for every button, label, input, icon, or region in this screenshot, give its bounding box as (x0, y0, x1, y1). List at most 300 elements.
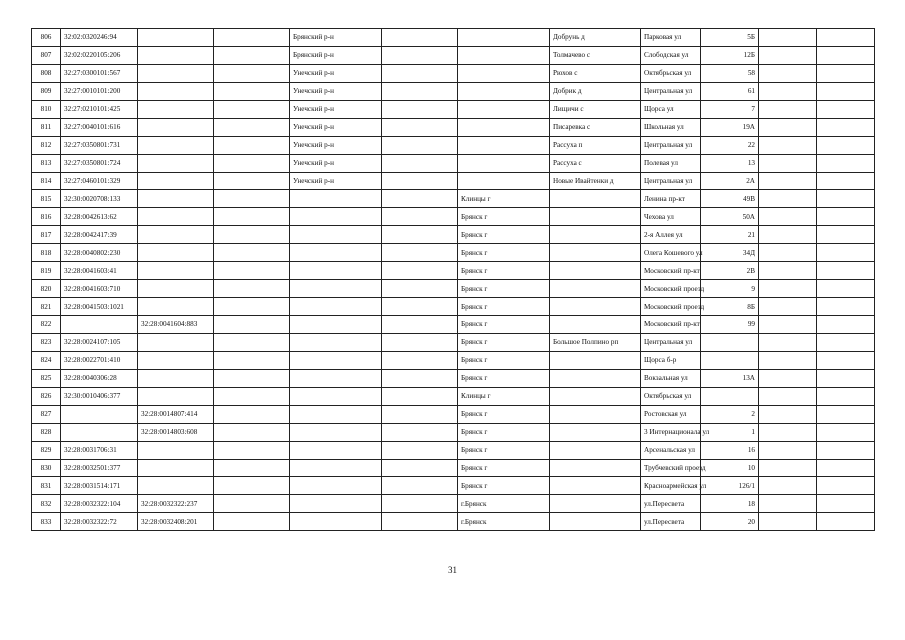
empty-cell (817, 477, 875, 495)
second-cadastral-number-cell (138, 459, 214, 477)
empty-cell (759, 298, 817, 316)
locality-cell: Большое Полпино рп (550, 333, 641, 351)
empty-cell (817, 369, 875, 387)
house-number-cell: 10 (701, 459, 759, 477)
empty-cell (759, 208, 817, 226)
row-number-cell: 807 (32, 46, 61, 64)
cadastral-number-cell: 32:02:0320246:94 (61, 29, 138, 47)
empty-cell (382, 441, 458, 459)
empty-cell (214, 423, 290, 441)
locality-cell: Новые Ивайтенки д (550, 172, 641, 190)
table-row (32, 280, 875, 298)
second-cadastral-number-cell (138, 333, 214, 351)
locality-cell: Рассуха с (550, 154, 641, 172)
street-cell: Парковая ул (641, 29, 701, 47)
district-cell (290, 333, 382, 351)
table-row (32, 477, 875, 495)
city-cell (458, 154, 550, 172)
cadastral-number-cell: 32:28:0022701:410 (61, 351, 138, 369)
district-cell (290, 495, 382, 513)
cadastral-number-cell: 32:28:0024107:105 (61, 333, 138, 351)
locality-cell (550, 280, 641, 298)
house-number-cell: 7 (701, 100, 759, 118)
district-cell (290, 441, 382, 459)
address-register-table (31, 28, 875, 531)
street-cell: Октябрьская ул (641, 64, 701, 82)
city-cell: Брянск г (458, 298, 550, 316)
table-row (32, 369, 875, 387)
empty-cell (382, 333, 458, 351)
empty-cell (759, 118, 817, 136)
second-cadastral-number-cell (138, 477, 214, 495)
house-number-cell (701, 351, 759, 369)
empty-cell (817, 298, 875, 316)
locality-cell (550, 423, 641, 441)
locality-cell (550, 190, 641, 208)
table-row (32, 316, 875, 334)
empty-cell (759, 29, 817, 47)
street-cell: ул.Пересвета (641, 495, 701, 513)
table-row (32, 172, 875, 190)
empty-cell (214, 82, 290, 100)
locality-cell: Лищичи с (550, 100, 641, 118)
city-cell: Брянск г (458, 477, 550, 495)
empty-cell (759, 172, 817, 190)
empty-cell (214, 154, 290, 172)
second-cadastral-number-cell (138, 118, 214, 136)
table-row (32, 29, 875, 47)
empty-cell (817, 208, 875, 226)
row-number-cell: 816 (32, 208, 61, 226)
row-number-cell: 831 (32, 477, 61, 495)
empty-cell (214, 477, 290, 495)
house-number-cell: 2А (701, 172, 759, 190)
empty-cell (382, 190, 458, 208)
city-cell (458, 82, 550, 100)
street-cell: 2-я Аллея ул (641, 226, 701, 244)
city-cell: Брянск г (458, 369, 550, 387)
row-number-cell: 829 (32, 441, 61, 459)
district-cell (290, 190, 382, 208)
empty-cell (817, 333, 875, 351)
street-cell: Щорса ул (641, 100, 701, 118)
house-number-cell: 19А (701, 118, 759, 136)
empty-cell (817, 459, 875, 477)
table-row (32, 405, 875, 423)
empty-cell (759, 280, 817, 298)
row-number-cell: 833 (32, 513, 61, 531)
empty-cell (817, 423, 875, 441)
district-cell: Брянский р-н (290, 46, 382, 64)
table-row (32, 459, 875, 477)
empty-cell (759, 262, 817, 280)
table-row (32, 423, 875, 441)
page-number: 31 (448, 565, 457, 575)
cadastral-number-cell: 32:27:0040101:616 (61, 118, 138, 136)
locality-cell (550, 369, 641, 387)
locality-cell: Толмачево с (550, 46, 641, 64)
locality-cell: Рюхов с (550, 64, 641, 82)
row-number-cell: 813 (32, 154, 61, 172)
cadastral-number-cell: 32:28:0041603:41 (61, 262, 138, 280)
street-cell: Олега Кошевого ул (641, 244, 701, 262)
second-cadastral-number-cell (138, 190, 214, 208)
cadastral-number-cell: 32:28:0031514:171 (61, 477, 138, 495)
empty-cell (214, 387, 290, 405)
empty-cell (759, 244, 817, 262)
empty-cell (382, 351, 458, 369)
row-number-cell: 826 (32, 387, 61, 405)
second-cadastral-number-cell (138, 29, 214, 47)
empty-cell (817, 441, 875, 459)
empty-cell (817, 118, 875, 136)
house-number-cell: 58 (701, 64, 759, 82)
street-cell: Центральная ул (641, 136, 701, 154)
cadastral-number-cell: 32:28:0031706:31 (61, 441, 138, 459)
cadastral-number-cell: 32:28:0040306:28 (61, 369, 138, 387)
second-cadastral-number-cell (138, 280, 214, 298)
empty-cell (214, 405, 290, 423)
second-cadastral-number-cell (138, 208, 214, 226)
empty-cell (214, 459, 290, 477)
city-cell (458, 100, 550, 118)
row-number-cell: 827 (32, 405, 61, 423)
second-cadastral-number-cell: 32:28:0041604:883 (138, 316, 214, 334)
empty-cell (214, 29, 290, 47)
empty-cell (214, 190, 290, 208)
empty-cell (382, 298, 458, 316)
table-row (32, 495, 875, 513)
district-cell (290, 387, 382, 405)
empty-cell (382, 262, 458, 280)
cadastral-number-cell: 32:28:0042613:62 (61, 208, 138, 226)
table-body (32, 29, 875, 531)
city-cell: Клинцы г (458, 190, 550, 208)
district-cell: Унечский р-н (290, 64, 382, 82)
empty-cell (817, 316, 875, 334)
empty-cell (214, 495, 290, 513)
street-cell: Московский пр-кт (641, 316, 701, 334)
empty-cell (214, 298, 290, 316)
empty-cell (214, 333, 290, 351)
second-cadastral-number-cell (138, 136, 214, 154)
empty-cell (214, 46, 290, 64)
empty-cell (382, 82, 458, 100)
street-cell: Щорса б-р (641, 351, 701, 369)
empty-cell (214, 118, 290, 136)
district-cell (290, 459, 382, 477)
empty-cell (214, 262, 290, 280)
cadastral-number-cell: 32:27:0300101:567 (61, 64, 138, 82)
district-cell: Унечский р-н (290, 136, 382, 154)
empty-cell (817, 190, 875, 208)
cadastral-number-cell: 32:27:0210101:425 (61, 100, 138, 118)
house-number-cell: 1 (701, 423, 759, 441)
empty-cell (759, 405, 817, 423)
second-cadastral-number-cell: 32:28:0032322:237 (138, 495, 214, 513)
city-cell: Брянск г (458, 405, 550, 423)
empty-cell (759, 82, 817, 100)
empty-cell (214, 244, 290, 262)
cadastral-number-cell: 32:27:0350801:724 (61, 154, 138, 172)
street-cell: Московский пр-кт (641, 262, 701, 280)
empty-cell (759, 513, 817, 531)
city-cell: Брянск г (458, 244, 550, 262)
street-cell: Ростовская ул (641, 405, 701, 423)
cadastral-number-cell: 32:27:0460101:329 (61, 172, 138, 190)
house-number-cell: 21 (701, 226, 759, 244)
empty-cell (382, 244, 458, 262)
empty-cell (382, 423, 458, 441)
street-cell: Чехова ул (641, 208, 701, 226)
row-number-cell: 821 (32, 298, 61, 316)
cadastral-number-cell: 32:28:0042417:39 (61, 226, 138, 244)
second-cadastral-number-cell (138, 298, 214, 316)
empty-cell (382, 100, 458, 118)
empty-cell (382, 459, 458, 477)
empty-cell (214, 136, 290, 154)
house-number-cell: 49В (701, 190, 759, 208)
empty-cell (759, 351, 817, 369)
empty-cell (759, 333, 817, 351)
street-cell: Школьная ул (641, 118, 701, 136)
district-cell (290, 208, 382, 226)
city-cell: Брянск г (458, 316, 550, 334)
cadastral-number-cell: 32:28:0040802:230 (61, 244, 138, 262)
locality-cell: Добрунь д (550, 29, 641, 47)
locality-cell (550, 208, 641, 226)
street-cell: Ленина пр-кт (641, 190, 701, 208)
city-cell: г.Брянск (458, 513, 550, 531)
cadastral-number-cell: 32:28:0032501:377 (61, 459, 138, 477)
locality-cell: Писаревка с (550, 118, 641, 136)
district-cell (290, 513, 382, 531)
district-cell (290, 316, 382, 334)
empty-cell (759, 459, 817, 477)
table-row (32, 441, 875, 459)
locality-cell (550, 459, 641, 477)
empty-cell (817, 46, 875, 64)
table-row (32, 100, 875, 118)
cadastral-number-cell: 32:27:0350801:731 (61, 136, 138, 154)
locality-cell (550, 226, 641, 244)
empty-cell (382, 495, 458, 513)
empty-cell (817, 172, 875, 190)
house-number-cell: 2 (701, 405, 759, 423)
row-number-cell: 811 (32, 118, 61, 136)
empty-cell (382, 477, 458, 495)
street-cell: Арсенальская ул (641, 441, 701, 459)
district-cell: Унечский р-н (290, 154, 382, 172)
row-number-cell: 820 (32, 280, 61, 298)
city-cell: Брянск г (458, 351, 550, 369)
locality-cell (550, 495, 641, 513)
district-cell: Унечский р-н (290, 118, 382, 136)
city-cell (458, 64, 550, 82)
street-cell: Вокзальная ул (641, 369, 701, 387)
second-cadastral-number-cell (138, 369, 214, 387)
empty-cell (817, 136, 875, 154)
locality-cell: Добрик д (550, 82, 641, 100)
table-row (32, 154, 875, 172)
locality-cell (550, 477, 641, 495)
house-number-cell: 5Б (701, 29, 759, 47)
street-cell: ул.Пересвета (641, 513, 701, 531)
street-cell: Октябрьская ул (641, 387, 701, 405)
empty-cell (759, 441, 817, 459)
empty-cell (817, 82, 875, 100)
district-cell (290, 369, 382, 387)
cadastral-number-cell: 32:02:0220105:206 (61, 46, 138, 64)
city-cell: Брянск г (458, 459, 550, 477)
city-cell (458, 136, 550, 154)
district-cell (290, 244, 382, 262)
street-cell: Полевая ул (641, 154, 701, 172)
empty-cell (817, 64, 875, 82)
empty-cell (382, 226, 458, 244)
empty-cell (817, 387, 875, 405)
district-cell (290, 280, 382, 298)
row-number-cell: 825 (32, 369, 61, 387)
city-cell: Брянск г (458, 441, 550, 459)
empty-cell (214, 100, 290, 118)
locality-cell (550, 244, 641, 262)
house-number-cell: 13 (701, 154, 759, 172)
table-row (32, 46, 875, 64)
empty-cell (382, 316, 458, 334)
street-cell: Слободская ул (641, 46, 701, 64)
empty-cell (759, 316, 817, 334)
table-row (32, 226, 875, 244)
empty-cell (817, 495, 875, 513)
table-row (32, 82, 875, 100)
empty-cell (817, 29, 875, 47)
cadastral-number-cell (61, 316, 138, 334)
city-cell: Брянск г (458, 262, 550, 280)
empty-cell (382, 208, 458, 226)
row-number-cell: 819 (32, 262, 61, 280)
second-cadastral-number-cell (138, 100, 214, 118)
locality-cell (550, 262, 641, 280)
city-cell: Брянск г (458, 423, 550, 441)
house-number-cell: 13А (701, 369, 759, 387)
house-number-cell: 16 (701, 441, 759, 459)
second-cadastral-number-cell (138, 441, 214, 459)
table-row (32, 387, 875, 405)
empty-cell (759, 64, 817, 82)
empty-cell (759, 369, 817, 387)
district-cell (290, 351, 382, 369)
cadastral-number-cell: 32:28:0041603:710 (61, 280, 138, 298)
house-number-cell: 20 (701, 513, 759, 531)
locality-cell (550, 316, 641, 334)
table-row (32, 333, 875, 351)
empty-cell (759, 423, 817, 441)
house-number-cell: 126/1 (701, 477, 759, 495)
table-row (32, 262, 875, 280)
city-cell: Брянск г (458, 333, 550, 351)
row-number-cell: 832 (32, 495, 61, 513)
street-cell: 3 Интернационала ул (641, 423, 701, 441)
city-cell: г.Брянск (458, 495, 550, 513)
empty-cell (759, 190, 817, 208)
empty-cell (817, 226, 875, 244)
empty-cell (382, 64, 458, 82)
empty-cell (382, 387, 458, 405)
house-number-cell: 99 (701, 316, 759, 334)
house-number-cell (701, 387, 759, 405)
empty-cell (382, 118, 458, 136)
district-cell (290, 298, 382, 316)
street-cell: Центральная ул (641, 333, 701, 351)
locality-cell (550, 405, 641, 423)
second-cadastral-number-cell (138, 262, 214, 280)
street-cell: Красноармейская ул (641, 477, 701, 495)
house-number-cell: 2В (701, 262, 759, 280)
empty-cell (817, 280, 875, 298)
city-cell: Брянск г (458, 208, 550, 226)
district-cell: Брянский р-н (290, 29, 382, 47)
row-number-cell: 806 (32, 29, 61, 47)
city-cell (458, 118, 550, 136)
city-cell (458, 172, 550, 190)
district-cell (290, 405, 382, 423)
district-cell: Унечский р-н (290, 100, 382, 118)
cadastral-number-cell: 32:28:0032322:72 (61, 513, 138, 531)
street-cell: Трубчевский проезд (641, 459, 701, 477)
row-number-cell: 812 (32, 136, 61, 154)
cadastral-number-cell: 32:28:0041503:1021 (61, 298, 138, 316)
empty-cell (759, 136, 817, 154)
empty-cell (817, 513, 875, 531)
empty-cell (817, 405, 875, 423)
cadastral-number-cell: 32:30:0010406:377 (61, 387, 138, 405)
house-number-cell: 9 (701, 280, 759, 298)
empty-cell (214, 208, 290, 226)
row-number-cell: 810 (32, 100, 61, 118)
second-cadastral-number-cell (138, 64, 214, 82)
second-cadastral-number-cell (138, 226, 214, 244)
row-number-cell: 822 (32, 316, 61, 334)
house-number-cell: 18 (701, 495, 759, 513)
second-cadastral-number-cell (138, 46, 214, 64)
city-cell (458, 29, 550, 47)
empty-cell (382, 280, 458, 298)
empty-cell (382, 29, 458, 47)
empty-cell (214, 280, 290, 298)
second-cadastral-number-cell (138, 387, 214, 405)
empty-cell (759, 154, 817, 172)
row-number-cell: 830 (32, 459, 61, 477)
row-number-cell: 823 (32, 333, 61, 351)
house-number-cell: 22 (701, 136, 759, 154)
locality-cell (550, 298, 641, 316)
table-row (32, 136, 875, 154)
row-number-cell: 809 (32, 82, 61, 100)
locality-cell (550, 441, 641, 459)
row-number-cell: 814 (32, 172, 61, 190)
empty-cell (382, 172, 458, 190)
city-cell: Брянск г (458, 280, 550, 298)
empty-cell (759, 495, 817, 513)
table-row (32, 298, 875, 316)
cadastral-number-cell (61, 423, 138, 441)
street-cell: Московский проезд (641, 298, 701, 316)
empty-cell (382, 46, 458, 64)
street-cell: Центральная ул (641, 82, 701, 100)
empty-cell (214, 441, 290, 459)
table-row (32, 64, 875, 82)
